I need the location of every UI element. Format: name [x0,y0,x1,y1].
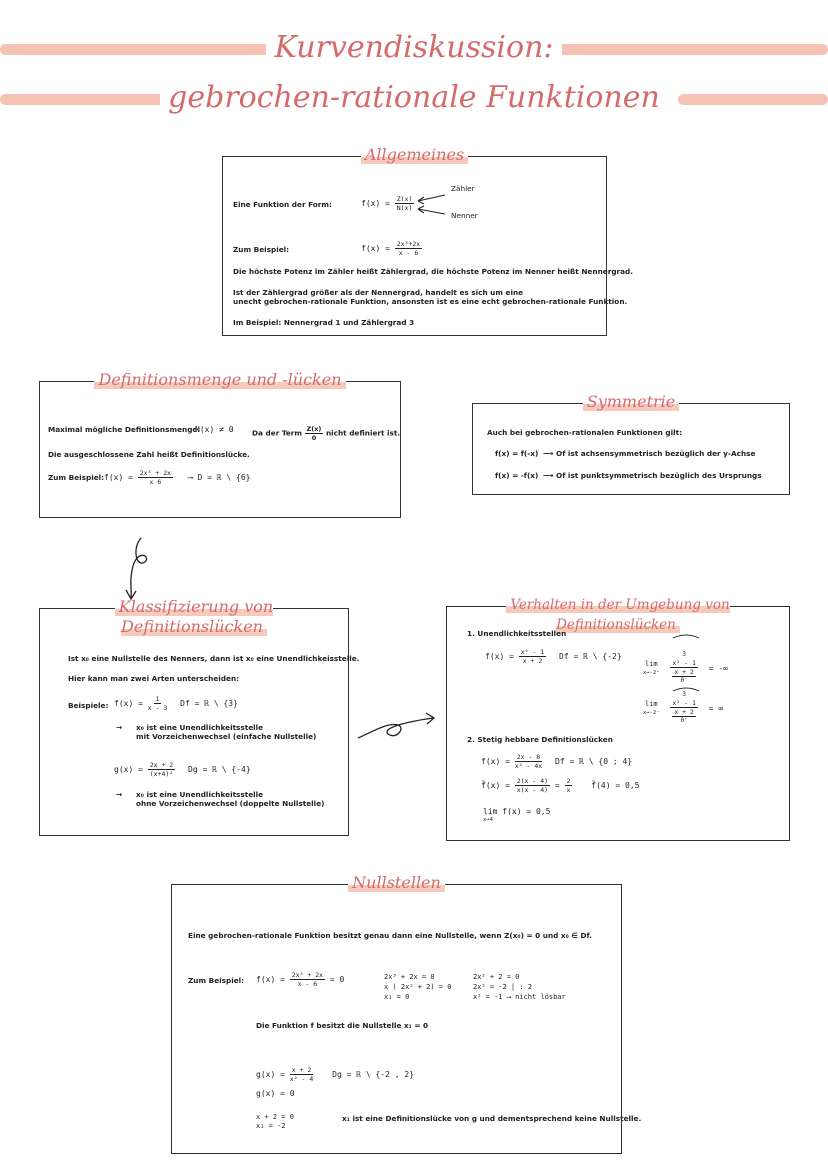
sym-row2-text: ⟶ Of ist punktsymmetrisch bezüglich des Ursprungs [543,471,762,480]
klass-g-arrow: → [116,790,123,799]
lim2: lim x→-2⁻ 3 x² - 1 x + 2 0⁺ = ∞ [643,691,724,724]
def-example-label: Zum Beispiel: [48,473,105,482]
page-title-line1: Kurvendiskussion: [0,30,828,66]
grad-text: Die höchste Potenz im Zähler heißt Zählergrad, die höchste Potenz im Nenner heißt Nennergrad. [233,267,634,276]
reason-text: Da der Term $\frac{Z(x)}{0}$ nicht definiert ist. [252,425,401,442]
null-g-step2: x₁ = -2 [256,1122,286,1130]
null-g-formula: g(x) = $\frac{x + 2}{\text{x² - 4}}$ Dg = ℝ \ {-2 , 2} [256,1066,415,1083]
verhalten-lim3: lim f(x) = 0,5 [483,807,551,816]
klass-g-formula: g(x) = $\frac{2x + 2}{\text{(x+4)²}}$ Dg = ℝ \ {-4} [114,761,251,778]
lim1-brace [673,635,699,638]
example-formula: f(x) = $\frac{\text{2x³+2x}}{x - 6}$ [361,240,421,257]
klass-g-note1: x₀ ist eine Unendlichkeitsstelle [136,790,264,799]
klass-f-note1: x₀ ist eine Unendlichkeitsstelle [136,723,264,732]
page-title-line2: gebrochen-rationale Funktionen [0,80,828,116]
klassifizierung-heading: Klassifizierung von Definitionslücken [40,597,348,637]
def-example-formula: f(x) = $\frac{\text{2x³ + 2x}}{x 6}$ ⟶ D = ℝ \ {6} [104,469,251,486]
nenner-label: Nenner [451,211,478,220]
example-label: Zum Beispiel: [233,245,290,254]
form-label: Eine Funktion der Form: [233,200,332,209]
excluded-text: Die ausgeschlossene Zahl heißt Definitionslücke. [48,450,250,459]
beispiel-grad: Im Beispiel: Nennergrad 1 und Zählergrad 3 [233,318,415,327]
max-def-condition: N(x) ≠ 0 [195,425,234,434]
null-calc-col2-1: 2x² + 2 = 0 [473,973,520,981]
verhalten-lim3-sub: x→4 [483,817,493,823]
sym-row1-cond: f(x) = f(-x) [495,449,539,458]
null-example-label: Zum Beispiel: [188,976,245,985]
zaehler-label: Zähler [451,184,475,193]
symmetrie-intro: Auch bei gebrochen-rationalen Funktionen gilt: [487,428,683,437]
null-calc-col2-2: 2x² = -2 | : 2 [473,983,533,991]
verhalten-f-formula: f(x) = $\frac{\text{x² - 1}}{x + 2}$ Df = ℝ \ {-2} [485,648,622,665]
klass-f-arrow: → [116,723,123,732]
verhalten-sub1: 1. Unendlichkeitsstellen [467,629,567,638]
null-calc-col2-3: x² = -1 ⟶ nicht lösbar [473,993,566,1001]
symmetrie-heading: Symmetrie [473,392,789,412]
null-g-result: x₁ ist eine Definitionslücke von g und dementsprechend keine Nullstelle. [342,1114,642,1123]
null-result: Die Funktion f besitzt die Nullstelle x₁ = 0 [256,1021,429,1030]
verhalten-heading: Verhalten in der Umgebung von Definitionslücken [447,595,789,635]
allgemeines-heading: Allgemeines [223,145,606,165]
sym-row2-cond: f(x) = -f(x) [495,471,539,480]
definitionsmenge-heading: Definitionsmenge und -lücken [40,370,400,390]
klass-g-note2: ohne Vorzeichenwechsel (doppelte Nullstelle) [136,799,325,808]
down-curved-arrow [131,538,147,598]
form-formula: f(x) = $\frac{Z(x)}{N(x)}$ [361,195,413,212]
null-g-step1: x + 2 = 0 [256,1113,294,1121]
klass-f-note2: mit Vorzeichenwechsel (einfache Nullstelle) [136,732,317,741]
klass-line1: Ist x₀ eine Nullstelle des Nenners, dann ist x₀ eine Unendlichkeisstelle. [68,654,360,663]
loop-arrow [358,718,433,738]
null-calc-col1-3: x₁ = 0 [384,993,410,1001]
klass-f-formula: f(x) = $\frac{1}{x - 3}$ Df = ℝ \ {3} [114,695,238,712]
null-calc-col1-2: x ( 2x² + 2) = 0 [384,983,452,991]
unecht-text-1: Ist der Zählergrad größer als der Nennergrad, handelt es sich um eine [233,288,524,297]
klass-examples-label: Beispiele: [68,701,109,710]
verhalten-sub2: 2. Stetig hebbare Definitionslücken [467,735,613,744]
nullstellen-heading: Nullstellen [172,873,621,893]
verhalten-h-formula: f(x) = $\frac{2x - 8}{\text{x² - 4x}}$ Df = ℝ \ {0 ; 4} [481,753,633,770]
null-g-eq: g(x) = 0 [256,1089,295,1098]
max-def-label: Maximal mögliche Definitionsmenge: [48,425,201,434]
sym-row1-text: ⟶ Of ist achsensymmetrisch bezüglich der y-Achse [543,449,756,458]
lim1: lim x→-2⁺ 3 x² - 1 x + 2 0⁻ = -∞ [643,651,728,684]
null-calc-col1-1: 2x³ + 2x = 0 [384,973,435,981]
unecht-text-2: unecht gebrochen-rationale Funktion, ansonsten ist es eine echt gebrochen-rationale Funktion. [233,297,628,306]
null-f-formula: f(x) = $\frac{\text{2x³ + 2x}}{x - 6}$ = 0 [256,971,345,988]
verhalten-ht-formula: f̃(x) = $\frac{2(x - 4)}{x(x - 4)}$ = $\frac{2}{x}$ f̃(4) = 0,5 [481,777,640,794]
nullstellen-intro: Eine gebrochen-rationale Funktion besitzt genau dann eine Nullstelle, wenn Z(x₀) = 0 und x₀ ∈ Df. [188,931,593,940]
lim2-brace [673,688,699,691]
klass-line2: Hier kann man zwei Arten unterscheiden: [68,674,240,683]
